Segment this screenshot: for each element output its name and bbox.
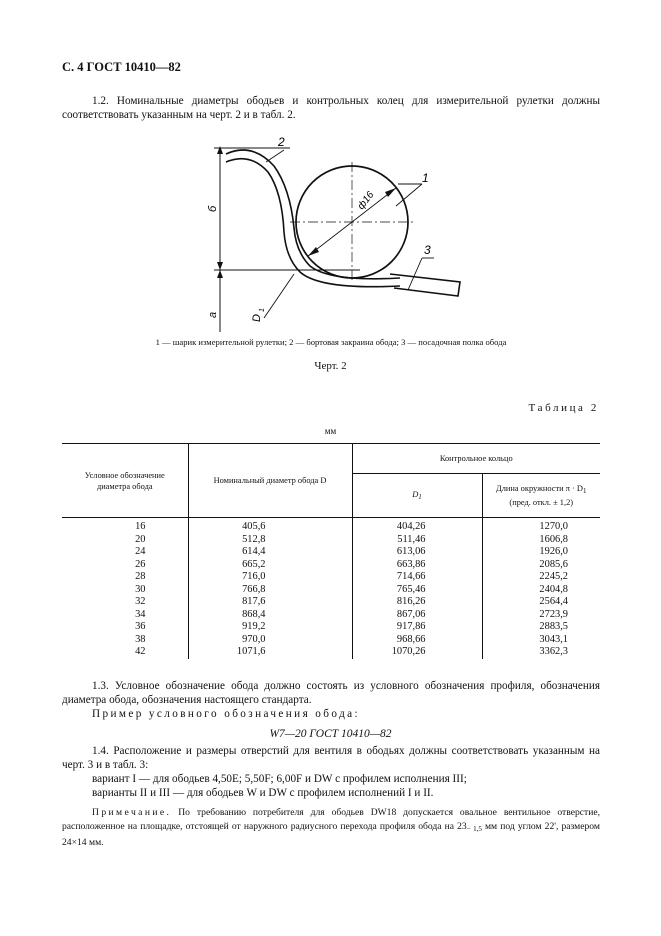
rim-profile-drawing xyxy=(190,132,480,332)
table-cell: 765,46 xyxy=(352,584,482,597)
table-cell: 28 xyxy=(62,571,188,584)
table-cell: 2883,5 xyxy=(539,621,568,632)
group-header-control-ring: Контрольное кольцо xyxy=(352,444,600,474)
table-cell: 38 xyxy=(62,634,188,647)
callout-1: 1 xyxy=(422,171,429,185)
paragraph-1-3: 1.3. Условное обозначение обода должно состоять из условного обозначения профиля, обозначения диаметра обода, обозначения настоящего стандарта. xyxy=(62,680,600,706)
table-cell: 3043,1 xyxy=(539,633,568,645)
table-row xyxy=(62,559,600,572)
drawing-caption: 1 — шарик измерительной рулетки; 2 — бортовая закраина обода; 3 — посадочная полка обода xyxy=(155,337,507,347)
table-row xyxy=(62,596,600,609)
table-cell: 663,86 xyxy=(352,559,482,572)
table-cell: 970,0 xyxy=(188,634,352,647)
table-cell: 714,66 xyxy=(352,571,482,584)
table-cell: 1071,6 xyxy=(188,646,352,659)
table-cell: 16 xyxy=(62,518,188,534)
dimension-b-label: б xyxy=(207,205,219,212)
table-row xyxy=(62,621,600,634)
table-name: Таблица 2 xyxy=(528,402,599,414)
table-row xyxy=(62,584,600,597)
table-row xyxy=(62,634,600,647)
table-2 xyxy=(62,443,600,659)
dimension-d1-sub: 1 xyxy=(259,308,266,312)
table-row xyxy=(62,518,600,534)
callout-3: 3 xyxy=(424,243,431,257)
table-cell: 1606,8 xyxy=(539,533,568,545)
table-cell: 405,6 xyxy=(188,518,352,534)
paragraph-1-4: 1.4. Расположение и размеры отверстий для вентиля в ободьях должны соответствовать указанным на черт. 3 и в табл. 3: xyxy=(62,745,600,771)
table-cell: 816,26 xyxy=(352,596,482,609)
table-cell: 917,86 xyxy=(352,621,482,634)
table-cell: 36 xyxy=(62,621,188,634)
page-header: С. 4 ГОСТ 10410—82 xyxy=(62,60,181,74)
table-cell: 404,26 xyxy=(352,518,482,534)
variant-1: вариант I — для ободьев 4,50E; 5,50F; 6,00F и DW с профилем исполнения III; xyxy=(92,773,467,785)
example-designation: W7—20 ГОСТ 10410—82 xyxy=(269,728,392,740)
table-cell: 32 xyxy=(62,596,188,609)
rim-seat xyxy=(390,274,460,296)
table-cell: 919,2 xyxy=(188,621,352,634)
example-label: Пример условного обозначения обода: xyxy=(92,708,361,720)
dimension-d1-label: D xyxy=(251,314,263,322)
table-cell: 34 xyxy=(62,609,188,622)
table-row xyxy=(62,534,600,547)
table-cell: 2564,4 xyxy=(539,596,568,607)
table-cell: 20 xyxy=(62,534,188,547)
flange-outer-curve xyxy=(226,150,400,279)
variant-2-3: варианты II и III — для ободьев W и DW с профилем исполнений I и II. xyxy=(92,787,434,799)
table-cell: 24 xyxy=(62,546,188,559)
table-cell: 2723,9 xyxy=(539,608,568,620)
table-cell: 30 xyxy=(62,584,188,597)
table-cell: 1270,0 xyxy=(539,521,568,532)
table-cell: 613,06 xyxy=(352,546,482,559)
table-row xyxy=(62,571,600,584)
table-cell: 3362,3 xyxy=(539,646,568,657)
table-cell: 512,8 xyxy=(188,534,352,547)
table-cell: 2085,6 xyxy=(539,558,568,570)
table-cell: 2245,2 xyxy=(539,571,568,582)
note-label: Примечание. xyxy=(92,807,172,818)
table-cell: 817,6 xyxy=(188,596,352,609)
table-row xyxy=(62,546,600,559)
table-row xyxy=(62,609,600,622)
note-tolerance: − 1,5 xyxy=(466,824,482,833)
table-cell: 665,2 xyxy=(188,559,352,572)
table-cell: 614,4 xyxy=(188,546,352,559)
note-text-2: мм под углом 22', размером 24×14 мм. xyxy=(62,820,600,848)
table-cell: 968,66 xyxy=(352,634,482,647)
dimension-diameter-label: ф16 xyxy=(355,189,377,212)
note xyxy=(62,806,600,850)
table-cell: 867,06 xyxy=(352,609,482,622)
paragraph-1-2: 1.2. Номинальные диаметры ободьев и контрольных колец для измерительной рулетки должны соответствовать указанным на черт. 2 и в табл. 2. xyxy=(62,95,600,121)
dimension-a-label: а xyxy=(207,311,219,318)
callout-2: 2 xyxy=(278,135,285,149)
table-cell: 716,0 xyxy=(188,571,352,584)
table-cell: 2404,8 xyxy=(539,583,568,595)
col-header-d1: $D_1$ xyxy=(352,474,482,518)
col-header-circumference: Длина окружности $\pi \cdot D_1$ (пред. откл. ± 1,2) xyxy=(482,474,600,518)
drawing-label: Черт. 2 xyxy=(314,360,347,372)
table-cell: 26 xyxy=(62,559,188,572)
table-cell: 868,4 xyxy=(188,609,352,622)
col-header-nominal-diameter: Номинальный диаметр обода D xyxy=(188,444,352,518)
table-cell: 42 xyxy=(62,646,188,659)
table-cell: 1926,0 xyxy=(539,546,568,557)
note-text-1: По требованию потребителя для ободьев DW18 допускается овальное вентильное отверстие, расположенное на площадке, отстоящей от наружного радиусного перехода профиля обода на 23 xyxy=(62,807,600,832)
table-cell: 511,46 xyxy=(352,534,482,547)
col-header-designation: Условное обозначение диаметра обода xyxy=(62,444,188,518)
table-cell: 1070,26 xyxy=(352,646,482,659)
table-row xyxy=(62,646,600,659)
table-cell: 766,8 xyxy=(188,584,352,597)
table-unit: мм xyxy=(324,426,337,436)
